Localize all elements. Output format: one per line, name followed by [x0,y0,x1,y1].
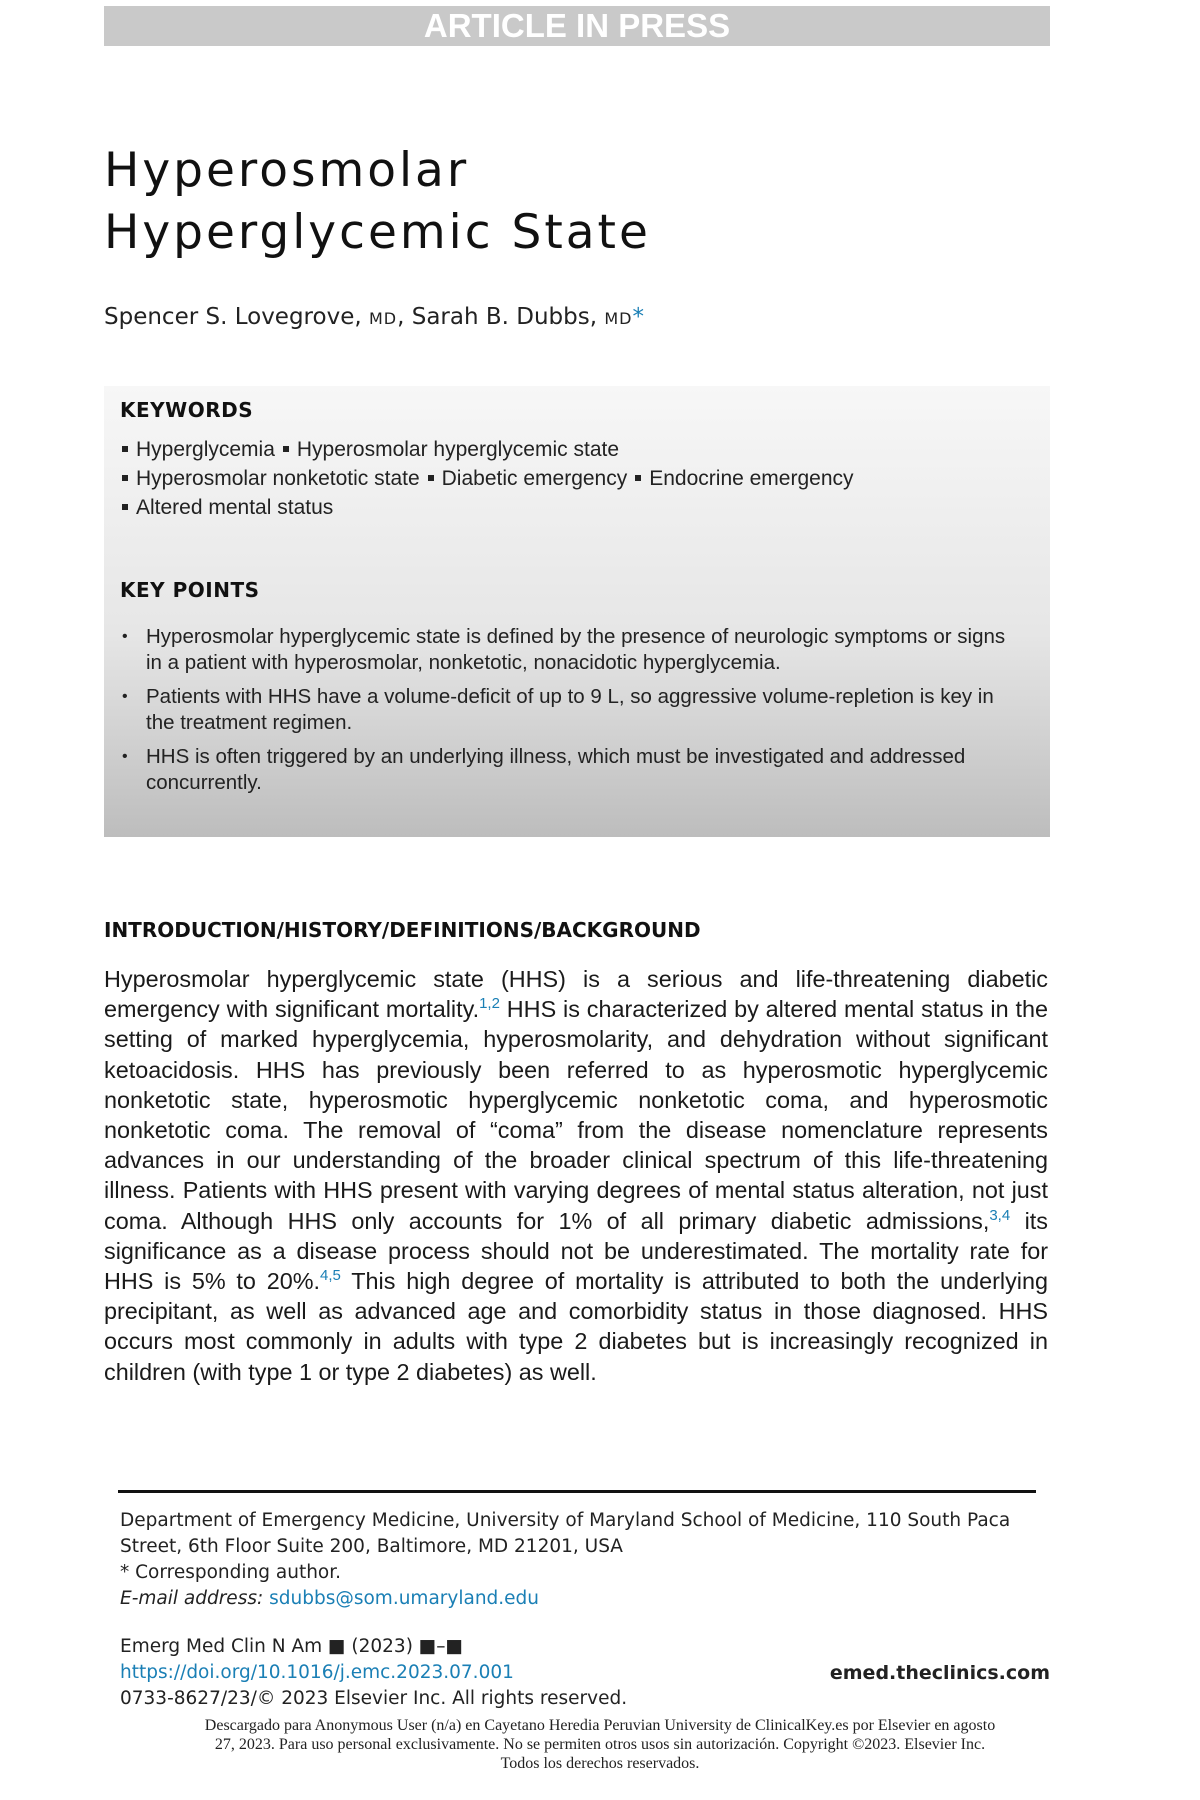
journal-website: emed.theclinics.com [829,1662,1050,1684]
email-link[interactable]: sdubbs@som.umaryland.edu [269,1588,540,1609]
article-title [104,140,1004,264]
author-separator: , [397,304,412,330]
keywords-line [122,467,854,491]
copyright-line: 0733-8627/23/© 2023 Elsevier Inc. All rights reserved. [120,1688,628,1709]
doi-link[interactable]: https://doi.org/10.1016/j.emc.2023.07.001 [120,1662,514,1683]
journal-info [120,1634,1050,1712]
journal-citation: Emerg Med Clin N Am ■ (2023) ■–■ [120,1636,464,1657]
footnote-divider [118,1490,1036,1493]
keyword-item: Hyperosmolar nonketotic state [136,467,420,490]
author-degree: MD [604,309,633,328]
bullet-square-icon [122,475,128,481]
body-text-run: This high degree of mortality is attributed to both the underlying precipitant, as well as advanced age and comorbidity status in those diagnosed. HHS occurs most commonly in adults with type 2 diabetes but is increasingly recognized in children (with type 1 or type 2 diabetes) as well. [104,1268,1049,1385]
download-notice: Descargado para Anonymous User (n/a) en Cayetano Heredia Peruvian University de ClinicalKey.es por Elsevier en agosto 27, 2023. Para uso personal exclusivamente. No se permiten otros usos sin autorización. Copyright ©2023. Elsevier Inc. Todos los derechos reservados. [204,1717,996,1772]
key-point-text: HHS is often triggered by an underlying illness, which must be investigated and addressed concurrently. [146,745,966,794]
bullet-dot-icon: • [122,688,128,705]
title-line-2: Hyperglycemic State [104,205,651,260]
keyword-item: Diabetic emergency [441,467,628,490]
author-degree: MD [368,309,398,328]
keyword-item: Altered mental status [136,496,334,519]
body-text-run: Hyperosmolar hyperglycemic state (HHS) is a serious and life-threatening diabetic emergency with significant mortality. [104,966,1048,1023]
body-text-run: HHS is characterized by altered mental status in the setting of marked hyperglycemia, hyperosmolarity, and dehydration without significant ketoacidosis. HHS has previously been referred to as hyperosmotic hyperglycemic nonketotic state, hyperosmotic hyperglycemic nonketotic coma, and hyperosmotic nonketotic coma. The removal of “coma” from the disease nomenclature represents advances in our understanding of the broader clinical spectrum of this life-threatening illness. Patients with HHS present with varying degrees of mental status alteration, not just coma. Although HHS only accounts for 1% of all primary diabetic admissions, [104,996,1048,1234]
bullet-square-icon [635,475,641,481]
keyword-item: Endocrine emergency [649,467,854,490]
bullet-square-icon [122,504,128,510]
key-point-item [122,744,1022,796]
body-paragraph [104,964,1048,1387]
citation-link[interactable]: 3,4 [989,1206,1011,1224]
bullet-square-icon [283,446,289,452]
key-point-text: Hyperosmolar hyperglycemic state is defined by the presence of neurologic symptoms or signs in a patient with hyperosmolar, nonketotic, nonacidotic hyperglycemia. [146,625,1006,674]
bullet-square-icon [428,475,434,481]
bullet-dot-icon: • [122,748,128,765]
body-text-run: its significance as a disease process should not be underestimated. The mortality rate for HHS is 5% to 20%. [104,1207,1048,1295]
keywords-line [122,496,333,520]
key-point-item [122,684,1022,736]
title-line-1: Hyperosmolar [104,143,470,198]
email-label: E-mail address: [120,1588,264,1609]
author-name: Sarah B. Dubbs, [411,304,598,330]
bullet-square-icon [122,446,128,452]
keyword-item: Hyperglycemia [136,438,275,461]
footnote-block [120,1508,1040,1612]
keyword-item: Hyperosmolar hyperglycemic state [296,438,620,461]
key-point-item [122,624,1022,676]
author-name: Spencer S. Lovegrove, [104,304,362,330]
corresponding-author-mark[interactable]: * [632,304,644,330]
citation-link[interactable]: 4,5 [320,1267,341,1285]
keywords-line [122,438,619,462]
affiliation: Department of Emergency Medicine, University of Maryland School of Medicine, 110 South Paca Street, 6th Floor Suite 200, Baltimore, MD 21201, USA [120,1510,1011,1557]
author-list [104,304,644,330]
key-points-heading: KEY POINTS [120,578,260,602]
corresponding-author-note: * Corresponding author. [120,1562,342,1583]
citation-link[interactable]: 1,2 [479,995,500,1013]
article-in-press-banner: ARTICLE IN PRESS [104,6,1050,46]
keywords-heading: KEYWORDS [120,398,254,422]
keywords-keypoints-box [104,386,1050,837]
key-point-text: Patients with HHS have a volume-deficit of up to 9 L, so aggressive volume-repletion is key in the treatment regimen. [146,685,994,734]
section-heading: INTRODUCTION/HISTORY/DEFINITIONS/BACKGROUND [104,918,701,942]
email-line [120,1586,1040,1612]
bullet-dot-icon: • [122,628,128,645]
